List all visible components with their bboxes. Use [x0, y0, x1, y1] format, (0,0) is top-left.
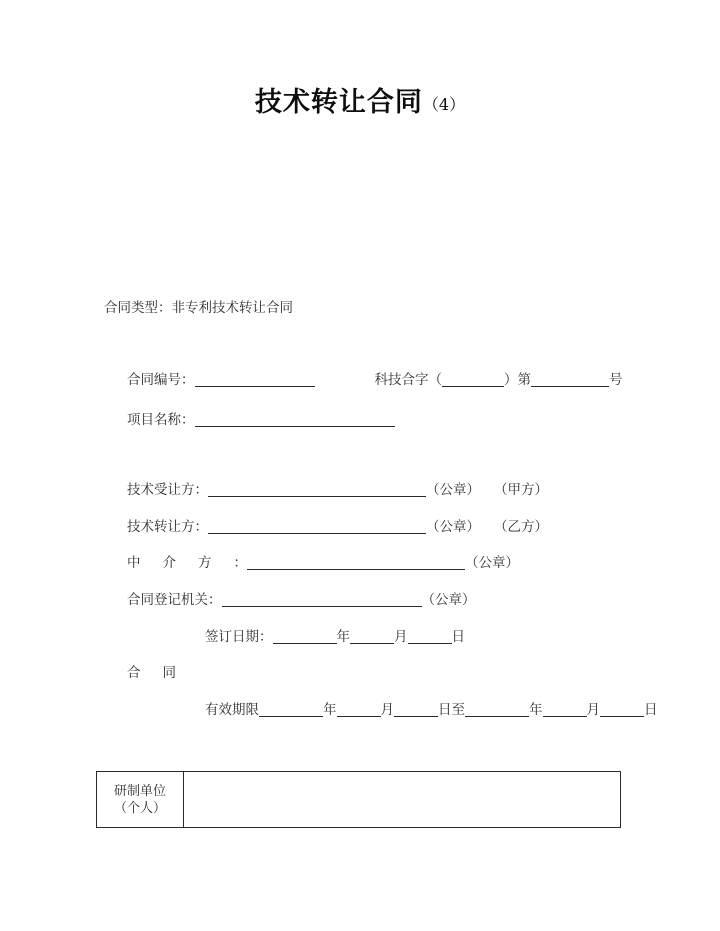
contract-type-value: 非专利技术转让合同 [171, 300, 293, 316]
sign-date-line [205, 628, 465, 646]
intermediary-field[interactable] [247, 555, 465, 570]
valid-end-month-unit: 月 [586, 702, 600, 718]
valid-start-day-field[interactable] [394, 702, 438, 717]
contract-word: 合同 [127, 665, 198, 681]
transferor-party: （乙方） [494, 519, 548, 535]
contract-number-line [127, 371, 623, 389]
register-org-label: 合同登记机关： [127, 592, 222, 608]
sign-date-day-unit: 日 [451, 629, 465, 645]
valid-period-label: 有效期限 [205, 702, 259, 718]
valid-end-year-unit: 年 [529, 702, 543, 718]
sci-tech-prefix: 科技合字（ [374, 372, 442, 388]
transferor-seal: （公章） [426, 519, 480, 535]
sign-date-year-unit: 年 [336, 629, 350, 645]
intermediary-colon: ： [233, 555, 247, 571]
transferee-party: （甲方） [494, 482, 548, 498]
intermediary-seal: （公章） [465, 555, 519, 571]
sign-date-day-field[interactable] [408, 629, 452, 644]
page-title-main: 技术转让合同 [254, 87, 423, 118]
transferee-seal: （公章） [426, 482, 480, 498]
valid-start-year-unit: 年 [323, 702, 337, 718]
sci-tech-suffix: 号 [609, 372, 623, 388]
valid-end-month-field[interactable] [543, 702, 587, 717]
transferor-line [127, 518, 548, 536]
valid-start-day-unit: 日 [438, 702, 452, 718]
sci-tech-year-field[interactable] [442, 372, 504, 387]
transferor-label: 技术转让方： [127, 519, 208, 535]
developer-info-table [96, 771, 621, 828]
developer-value-cell[interactable] [184, 772, 621, 828]
valid-start-month-unit: 月 [380, 702, 394, 718]
valid-end-day-unit: 日 [644, 702, 658, 718]
contract-number-label: 合同编号： [127, 372, 195, 388]
developer-label-line2: （个人） [113, 800, 166, 816]
contract-type-label: 合同类型： [104, 300, 172, 316]
sign-date-label: 签订日期： [205, 629, 273, 645]
sci-tech-middle: ）第 [504, 372, 531, 388]
sign-date-year-field[interactable] [273, 629, 337, 644]
project-name-label: 项目名称： [127, 412, 195, 428]
register-org-seal: （公章） [421, 592, 476, 608]
transferee-label: 技术受让方： [127, 482, 208, 498]
transferor-field[interactable] [208, 519, 426, 534]
register-org-line [127, 591, 476, 609]
developer-label-cell [97, 772, 184, 828]
contract-word-line [127, 664, 198, 682]
project-name-line [127, 411, 395, 429]
transferee-field[interactable] [208, 482, 426, 497]
valid-period-line [205, 701, 658, 719]
transferee-line [127, 481, 548, 499]
page-title [0, 80, 720, 119]
sci-tech-number-field[interactable] [531, 372, 609, 387]
contract-type-line [104, 299, 293, 317]
valid-end-day-field[interactable] [600, 702, 644, 717]
page-title-suffix: （4） [422, 95, 466, 114]
developer-label-line1: 研制单位 [113, 783, 166, 799]
valid-start-month-field[interactable] [337, 702, 381, 717]
table-row [97, 772, 621, 828]
register-org-field[interactable] [222, 592, 422, 607]
intermediary-label: 中介方 [127, 555, 234, 571]
valid-to: 至 [451, 702, 465, 718]
sign-date-month-field[interactable] [350, 629, 394, 644]
valid-end-year-field[interactable] [465, 702, 529, 717]
sign-date-month-unit: 月 [394, 629, 408, 645]
contract-number-field[interactable] [195, 372, 315, 387]
project-name-field[interactable] [195, 412, 395, 427]
intermediary-line [127, 554, 519, 572]
valid-start-year-field[interactable] [259, 702, 323, 717]
